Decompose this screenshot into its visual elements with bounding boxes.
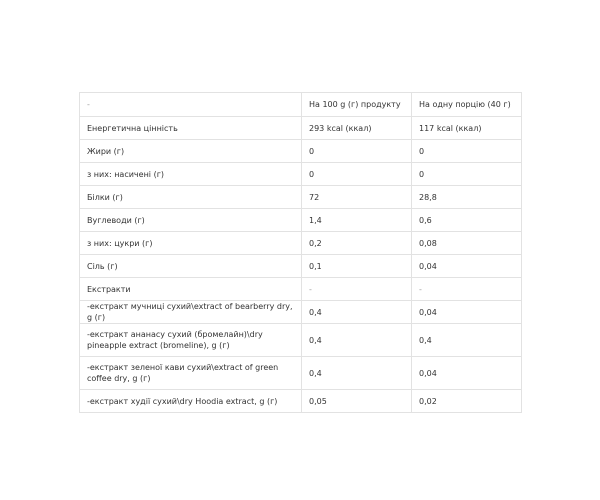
nutrient-name: Вуглеводи (г) [80, 209, 302, 232]
value-per-serving: 0,4 [412, 324, 522, 357]
value-per-serving: 0,6 [412, 209, 522, 232]
nutrient-name: Жири (г) [80, 140, 302, 163]
value-per-serving: 0,04 [412, 357, 522, 390]
table-row [80, 278, 522, 301]
nutrient-name: -екстракт худії сухий\dry Hoodia extract, g (г) [80, 390, 302, 413]
table-header-row [80, 93, 522, 117]
value-per-serving: - [412, 278, 522, 301]
header-cell-nutrient: - [80, 93, 302, 117]
table-row [80, 232, 522, 255]
nutrient-name: -екстракт ананасу сухий (бромелайн)\dry pineapple extract (bromeline), g (г) [80, 324, 302, 357]
nutrient-name: Енергетична цінність [80, 117, 302, 140]
table-row [80, 357, 522, 390]
nutrient-name: Екстракти [80, 278, 302, 301]
nutrition-table-container [79, 92, 520, 413]
table-row [80, 140, 522, 163]
nutrient-name: Сіль (г) [80, 255, 302, 278]
value-per-serving: 117 kcal (ккал) [412, 117, 522, 140]
value-per-serving: 28,8 [412, 186, 522, 209]
table-row [80, 186, 522, 209]
value-per-100g: 0,1 [302, 255, 412, 278]
value-per-100g: 1,4 [302, 209, 412, 232]
table-row [80, 324, 522, 357]
value-per-100g: 0,2 [302, 232, 412, 255]
table-row [80, 117, 522, 140]
header-cell-per-serving: На одну порцію (40 г) [412, 93, 522, 117]
value-per-serving: 0,04 [412, 255, 522, 278]
value-per-100g: 0,4 [302, 357, 412, 390]
value-per-serving: 0,04 [412, 301, 522, 324]
value-per-100g: 72 [302, 186, 412, 209]
value-per-serving: 0,08 [412, 232, 522, 255]
value-per-100g: 0 [302, 140, 412, 163]
table-row [80, 163, 522, 186]
value-per-serving: 0 [412, 140, 522, 163]
table-row [80, 255, 522, 278]
value-per-100g: 0,4 [302, 301, 412, 324]
nutrient-name: з них: насичені (г) [80, 163, 302, 186]
value-per-100g: - [302, 278, 412, 301]
value-per-serving: 0,02 [412, 390, 522, 413]
nutrient-name: -екстракт мучниці сухий\extract of bearberry dry, g (г) [80, 301, 302, 324]
nutrient-name: -екстракт зеленої кави сухий\extract of green coffee dry, g (г) [80, 357, 302, 390]
nutrient-name: з них: цукри (г) [80, 232, 302, 255]
value-per-100g: 293 kcal (ккал) [302, 117, 412, 140]
value-per-serving: 0 [412, 163, 522, 186]
nutrition-table [79, 92, 522, 413]
table-row [80, 390, 522, 413]
table-row [80, 301, 522, 324]
value-per-100g: 0 [302, 163, 412, 186]
value-per-100g: 0,4 [302, 324, 412, 357]
header-cell-per-100g: На 100 g (г) продукту [302, 93, 412, 117]
nutrient-name: Білки (г) [80, 186, 302, 209]
table-row [80, 209, 522, 232]
value-per-100g: 0,05 [302, 390, 412, 413]
